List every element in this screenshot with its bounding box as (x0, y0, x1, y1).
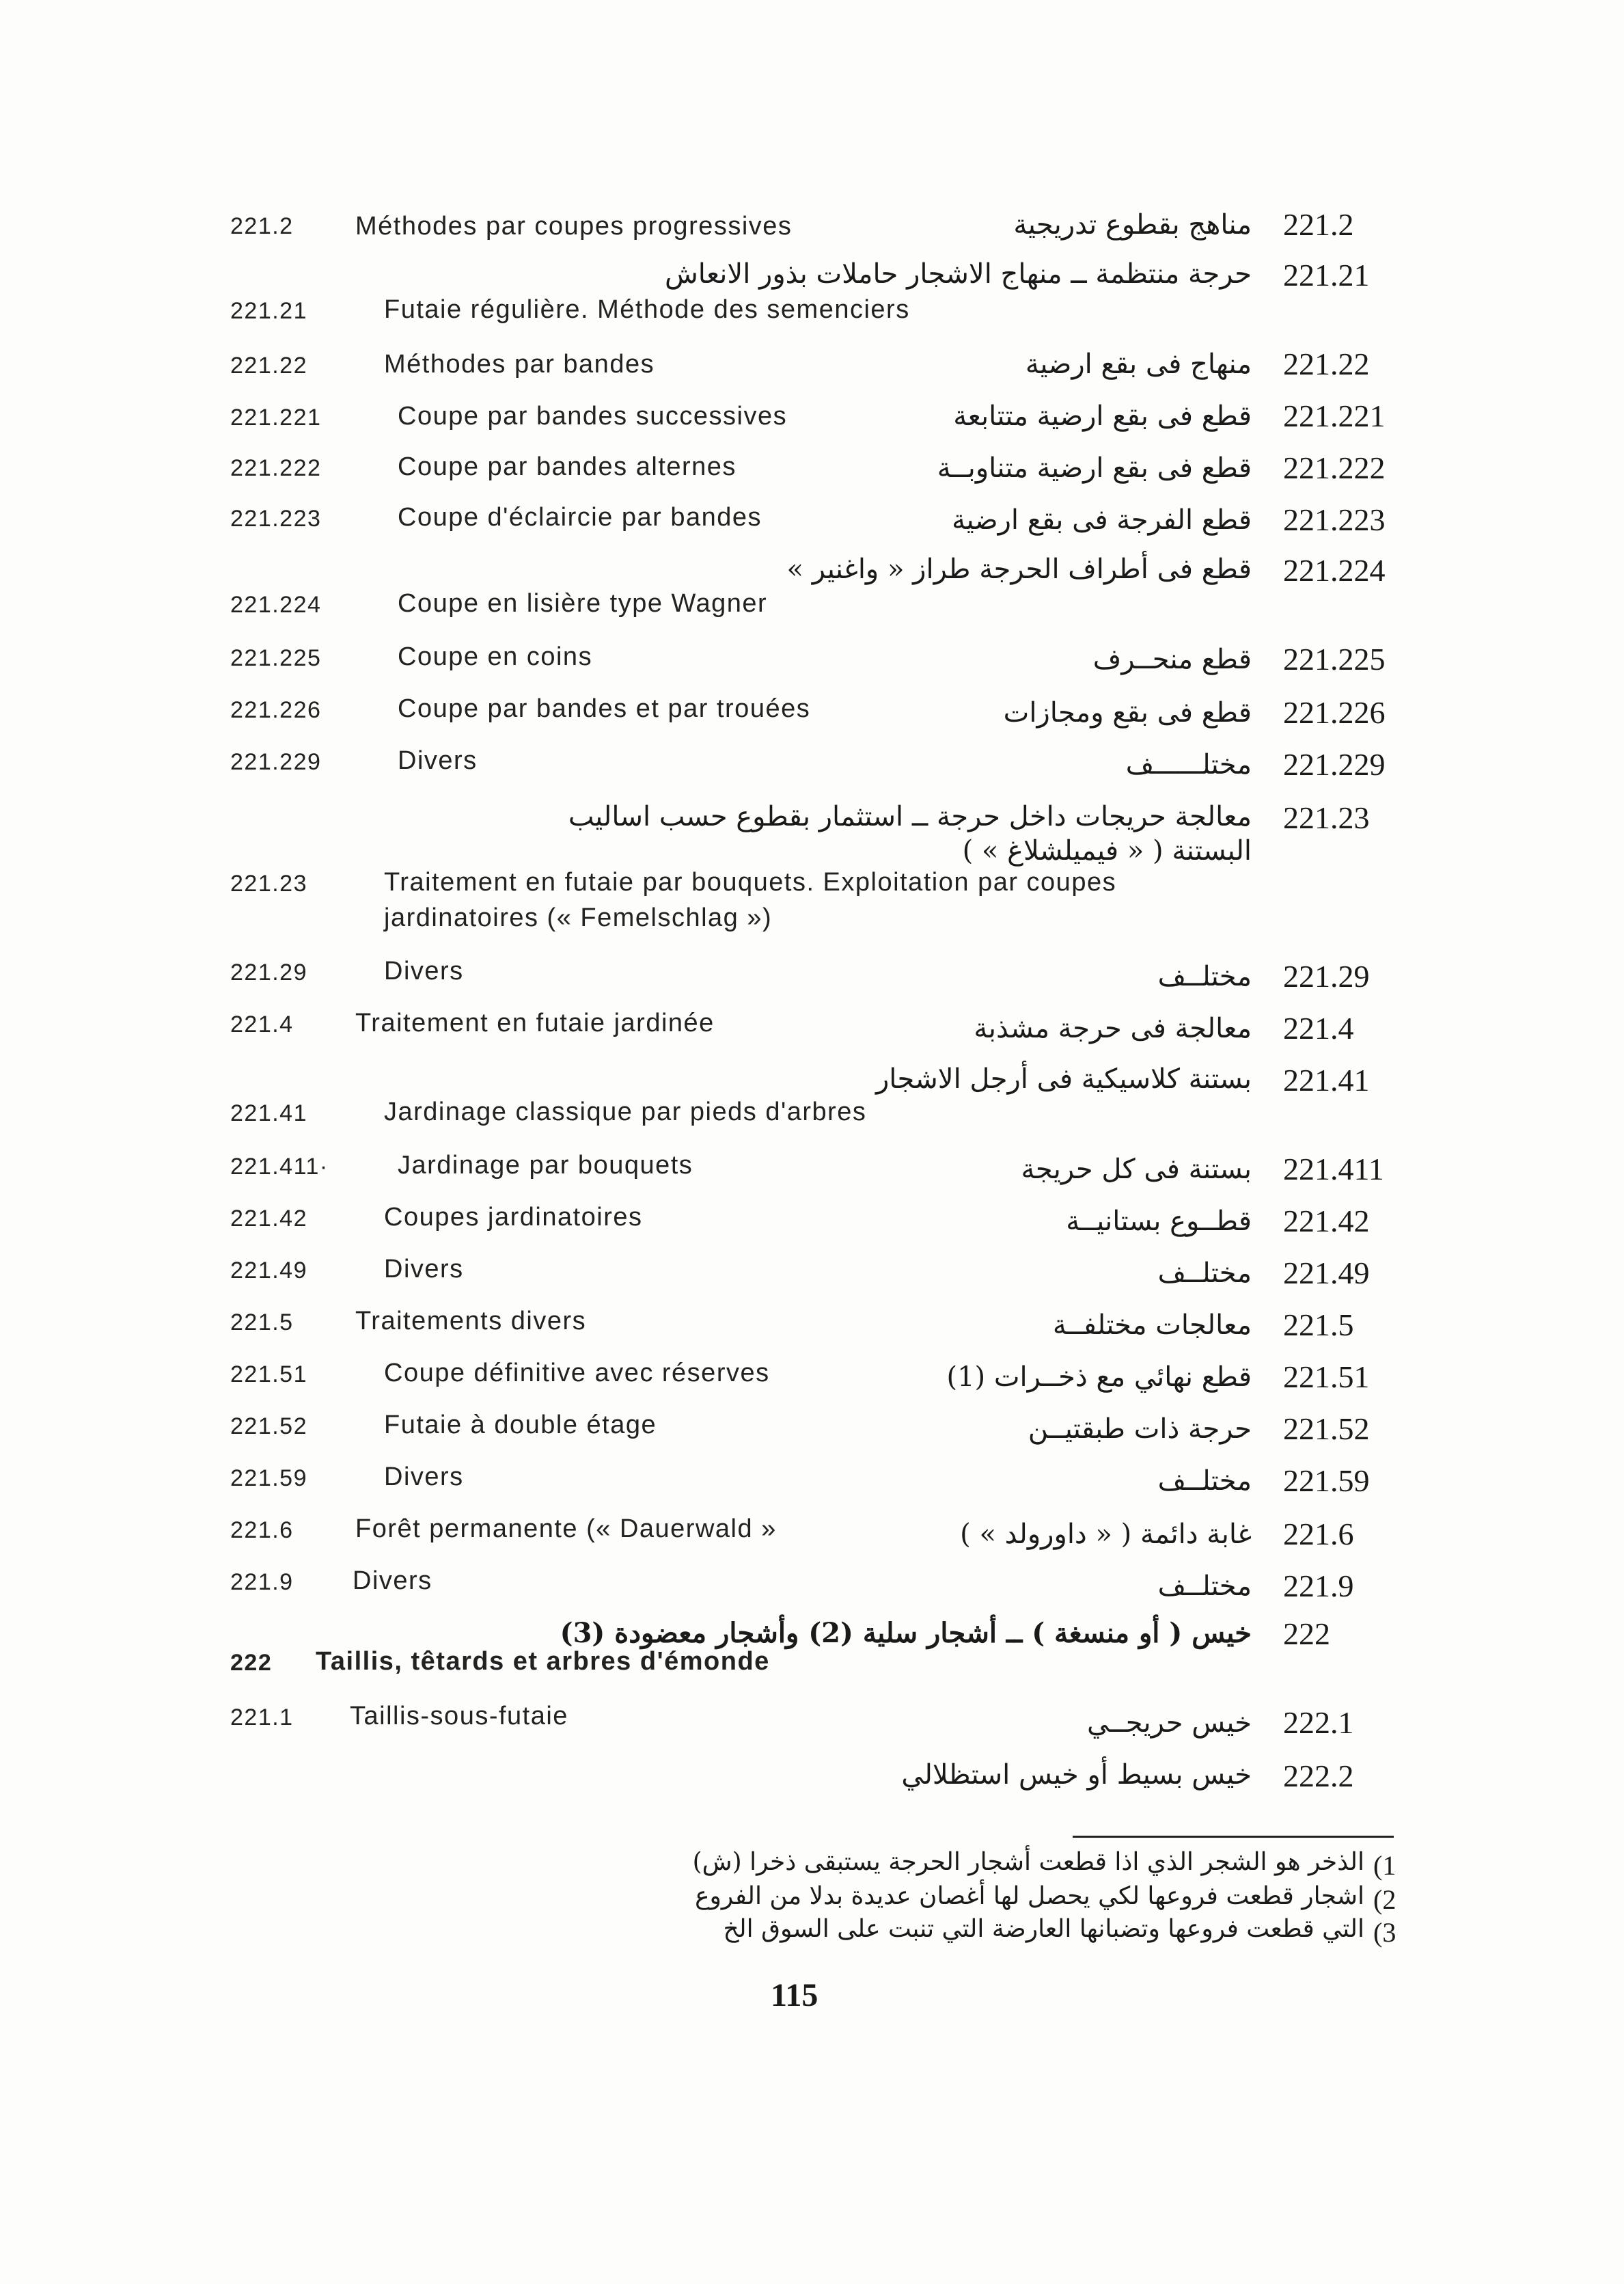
ar-code: 221.224 (1283, 553, 1386, 588)
page-number: 115 (771, 1977, 818, 2013)
fr-heading: Taillis, têtards et arbres d'émonde (316, 1647, 770, 1676)
ar-code: 221.41 (1283, 1063, 1370, 1098)
fr-code: 221.49 (230, 1257, 307, 1283)
fr-code: 221.9 (230, 1569, 294, 1595)
ar-term: خيس حريجــي (1086, 1707, 1252, 1739)
fr-term: Jardinage par bouquets (398, 1151, 693, 1180)
fr-term: Futaie régulière. Méthode des semenciers (384, 295, 910, 324)
fr-term: Coupe définitive avec réserves (384, 1359, 770, 1387)
ar-term: معالجات مختلفــة (1052, 1309, 1252, 1341)
fr-code: 221.22 (230, 353, 307, 379)
fr-term: Divers (384, 1463, 464, 1491)
fr-code: 221.21 (230, 298, 307, 324)
footnote-number: (1 (1373, 1850, 1396, 1881)
ar-code: 222.2 (1283, 1758, 1354, 1793)
fr-term: Divers (384, 957, 464, 985)
fr-term: Divers (384, 1255, 464, 1283)
ar-code: 222 (1283, 1616, 1330, 1651)
ar-code: 221.23 (1283, 800, 1370, 835)
fr-term-continued: jardinatoires (« Femelschlag ») (384, 903, 773, 932)
fr-term: Méthodes par bandes (384, 350, 655, 379)
ar-term: منهاج فى بقع ارضية (1025, 349, 1252, 380)
fr-term: Taillis-sous-futaie (350, 1702, 568, 1730)
fr-term: Jardinage classique par pieds d'arbres (384, 1098, 867, 1126)
fr-code: 221.6 (230, 1517, 294, 1543)
ar-term: قطع الفرجة فى بقع ارضية (952, 504, 1252, 536)
fr-code: 221.221 (230, 405, 322, 431)
ar-term: مختلــــــف (1125, 749, 1252, 780)
ar-term: معالجة حريجات داخل حرجة ــ استثمار بقطوع حسب اساليب (568, 801, 1252, 832)
ar-code: 221.225 (1283, 642, 1386, 677)
fr-term: Méthodes par coupes progressives (355, 212, 793, 241)
footnote-text: التي قطعت فروعها وتضبانها العارضة التي تنبت على السوق الخ (723, 1915, 1364, 1943)
footnote-text: اشجار قطعت فروعها لكي يحصل لها أغصان عديدة بدلا من الفروع (695, 1882, 1364, 1910)
fr-code: 221.4 (230, 1011, 294, 1037)
ar-term: قطع فى بقع ارضية متتابعة (953, 400, 1252, 432)
ar-term: مناهج بقطوع تدريجية (1013, 209, 1252, 241)
fr-code: 221.41 (230, 1100, 307, 1126)
fr-code: 221.5 (230, 1309, 294, 1335)
ar-code: 221.222 (1283, 450, 1386, 485)
ar-term: قطع فى بقع ومجازات (1003, 697, 1252, 729)
fr-code: 221.29 (230, 960, 307, 985)
fr-term: Traitements divers (355, 1307, 587, 1335)
fr-code: 221.411· (230, 1154, 329, 1180)
ar-term: قطع فى بقع ارضية متناوبــة (937, 452, 1252, 484)
ar-code: 221.52 (1283, 1411, 1370, 1446)
ar-term: مختلــف (1157, 1465, 1252, 1497)
fr-code: 221.2 (230, 213, 294, 239)
fr-term: Traitement en futaie jardinée (355, 1009, 715, 1037)
ar-code: 221.221 (1283, 398, 1386, 433)
fr-term: Coupe d'éclaircie par bandes (398, 503, 762, 532)
ar-term: مختلــف (1157, 1257, 1252, 1289)
footnote-rule (1073, 1836, 1394, 1838)
ar-term: غابة دائمة ( « داورولد » ) (960, 1519, 1252, 1550)
fr-code: 221.1 (230, 1704, 294, 1730)
ar-term: معالجة فى حرجة مشذبة (974, 1013, 1252, 1044)
ar-term: قطــوع بستانيــة (1066, 1206, 1252, 1237)
fr-term: Divers (353, 1566, 432, 1595)
ar-code: 221.226 (1283, 695, 1386, 730)
fr-code: 221.23 (230, 871, 307, 897)
footnote-number: (3 (1373, 1917, 1396, 1948)
ar-code: 221.59 (1283, 1463, 1370, 1498)
ar-code: 221.9 (1283, 1568, 1354, 1603)
footnote-number: (2 (1373, 1884, 1396, 1915)
ar-term: حرجة ذات طبقتيــن (1028, 1413, 1252, 1445)
fr-code: 221.222 (230, 455, 322, 481)
ar-term: حرجة منتظمة ــ منهاج الاشجار حاملات بذور الانعاش (664, 258, 1252, 290)
ar-term: بستنة فى كل حريجة (1021, 1154, 1252, 1185)
ar-term: قطع فى أطراف الحرجة طراز « واغنير » (786, 554, 1252, 585)
ar-code: 221.42 (1283, 1204, 1370, 1238)
fr-code: 221.226 (230, 697, 322, 723)
fr-term: Coupes jardinatoires (384, 1203, 643, 1232)
ar-code: 221.411 (1283, 1152, 1384, 1186)
ar-code: 221.2 (1283, 207, 1354, 242)
ar-code: 221.49 (1283, 1255, 1370, 1290)
fr-code: 221.52 (230, 1413, 307, 1439)
ar-code: 221.6 (1283, 1517, 1354, 1551)
fr-term: Futaie à double étage (384, 1411, 657, 1439)
fr-code: 221.224 (230, 592, 322, 618)
ar-code: 221.229 (1283, 747, 1386, 782)
fr-term: Coupe par bandes et par trouées (398, 694, 811, 723)
ar-code: 221.51 (1283, 1359, 1370, 1394)
ar-code: 222.1 (1283, 1705, 1354, 1740)
fr-term: Coupe en lisière type Wagner (398, 589, 768, 618)
fr-term: Coupe en coins (398, 642, 593, 671)
ar-code: 221.5 (1283, 1307, 1354, 1342)
footnote-text: الذخر هو الشجر الذي اذا قطعت أشجار الحرجة يستبقى ذخرا (ش) (692, 1848, 1364, 1876)
ar-term: مختلــف (1157, 961, 1252, 992)
ar-heading: خيس ( أو منسغة ) ــ أشجار سلية (2) وأشجار معضودة (3) (560, 1617, 1252, 1649)
ar-term-continued: البستنة ( « فيميلشلاغ » ) (962, 835, 1252, 867)
fr-code: 221.42 (230, 1206, 307, 1232)
fr-term: Divers (398, 746, 478, 775)
fr-code: 221.59 (230, 1465, 307, 1491)
ar-code: 221.223 (1283, 502, 1386, 537)
ar-term: قطع نهائي مع ذخــرات (1) (946, 1361, 1252, 1393)
ar-code: 221.4 (1283, 1011, 1354, 1046)
ar-term: خيس بسيط أو خيس استظلالي (901, 1759, 1252, 1791)
fr-code: 221.229 (230, 749, 322, 775)
fr-code: 221.51 (230, 1361, 307, 1387)
ar-term: بستنة كلاسيكية فى أرجل الاشجار (875, 1063, 1252, 1095)
fr-code: 221.223 (230, 506, 322, 532)
fr-term: Coupe par bandes successives (398, 402, 788, 431)
ar-term: قطع منحــرف (1092, 644, 1252, 675)
fr-code: 221.225 (230, 645, 322, 671)
ar-code: 221.21 (1283, 258, 1370, 293)
fr-code: 222 (230, 1650, 273, 1676)
ar-term: مختلــف (1157, 1571, 1252, 1602)
fr-term: Coupe par bandes alternes (398, 452, 737, 481)
fr-term: Traitement en futaie par bouquets. Exploitation par coupes (384, 868, 1117, 897)
ar-code: 221.29 (1283, 959, 1370, 994)
fr-term: Forêt permanente (« Dauerwald » (355, 1514, 777, 1543)
ar-code: 221.22 (1283, 346, 1370, 381)
